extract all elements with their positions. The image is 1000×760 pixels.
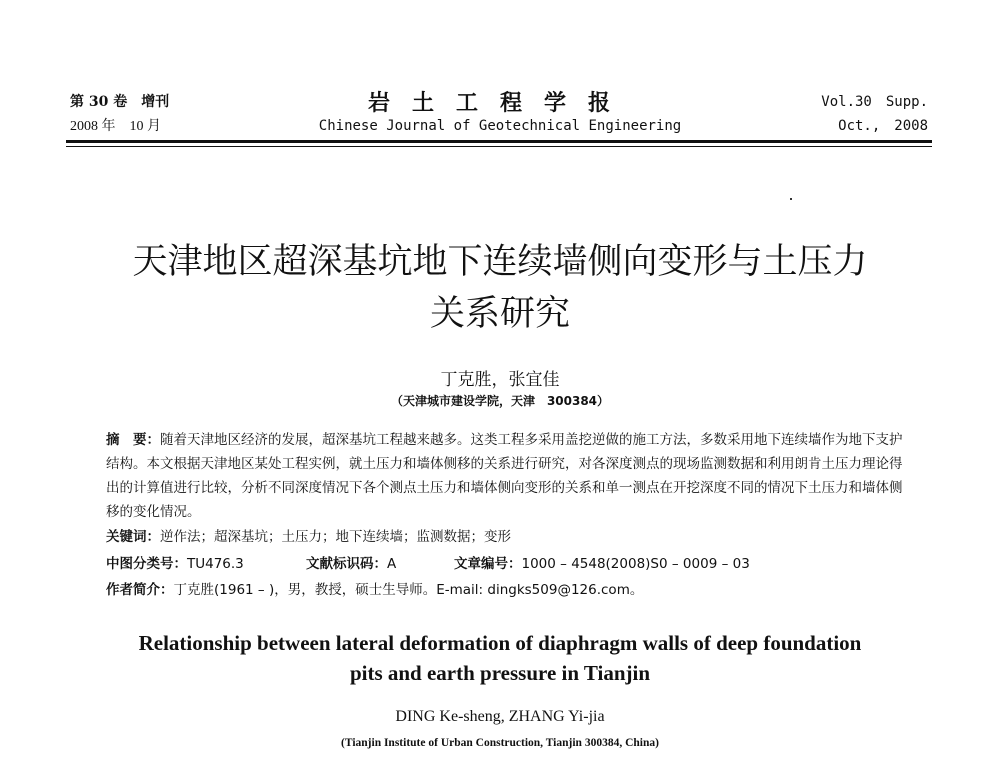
article-number-label: 文章编号： [454, 556, 522, 572]
bio-label: 作者简介： [106, 582, 174, 598]
affiliation-cn: （天津城市建设学院，天津 300384） [390, 394, 610, 408]
journal-title-en: Chinese Journal of Geotechnical Engineering [318, 118, 682, 134]
title-en-line1: Relationship between lateral deformation of diaphragm walls of deep foundation [138, 631, 862, 655]
title-cn-line2: 关系研究 [429, 294, 570, 334]
authors-cn: 丁克胜，张宜佳 [440, 370, 560, 390]
authors-en: DING Ke-sheng, ZHANG Yi-jia [395, 708, 605, 725]
keywords-cn [106, 525, 511, 545]
volume-cn: 第 30 卷 增刊 [70, 94, 170, 110]
header-rule-thin [66, 146, 932, 147]
doc-code-label: 文献标识码： [306, 556, 387, 572]
journal-title-cn: 岩土工程学报 [367, 91, 632, 116]
title-en [0, 628, 1000, 688]
date-en: Oct., 2008 [838, 118, 928, 134]
date-cn: 2008 年 10 月 [70, 119, 161, 134]
article-number-value: 1000 – 4548(2008)S0 – 0009 – 03 [521, 556, 750, 572]
abstract-label: 摘 要： [106, 432, 160, 448]
title-en-line2: pits and earth pressure in Tianjin [349, 661, 651, 685]
title-cn [0, 236, 1000, 340]
abstract-text: 随着天津地区经济的发展，超深基坑工程越来越多。这类工程多采用盖挖逆做的施工方法，多数采用地下连续墙作为地下支护结构。本文根据天津地区某处工程实例，就土压力和墙体侧移的关系进行研究，对各深度测点的现场监测数据和利用朗肯土压力理论得出的计算值进行比较，分析不同深度情况下各个测点土压力和墙体侧向变形的关系和单一测点在开挖深度不同的情况下土压力和墙体侧移的变化情况。 [106, 432, 903, 520]
doc-code [306, 552, 396, 572]
scan-speck [790, 198, 792, 200]
volume-en: Vol.30 Supp. [821, 94, 928, 110]
bio-text: 丁克胜(1961 – )，男，教授，硕士生导师。E-mail: dingks509@126.com。 [173, 582, 644, 598]
header-rule-thick [66, 140, 932, 143]
keywords-text: 逆作法；超深基坑；土压力；地下连续墙；监测数据；变形 [160, 529, 511, 545]
keywords-label: 关键词： [106, 529, 160, 545]
classification-line [106, 552, 750, 572]
author-bio [106, 578, 643, 598]
abstract-cn [106, 428, 906, 524]
clc-value: TU476.3 [187, 556, 244, 572]
affiliation-en: (Tianjin Institute of Urban Construction, Tianjin 300384, China) [341, 737, 659, 749]
title-cn-line1: 天津地区超深基坑地下连续墙侧向变形与土压力 [132, 242, 868, 282]
doc-code-value: A [387, 556, 397, 572]
clc [106, 556, 244, 572]
article-number [454, 552, 750, 572]
clc-label: 中图分类号： [106, 556, 187, 572]
